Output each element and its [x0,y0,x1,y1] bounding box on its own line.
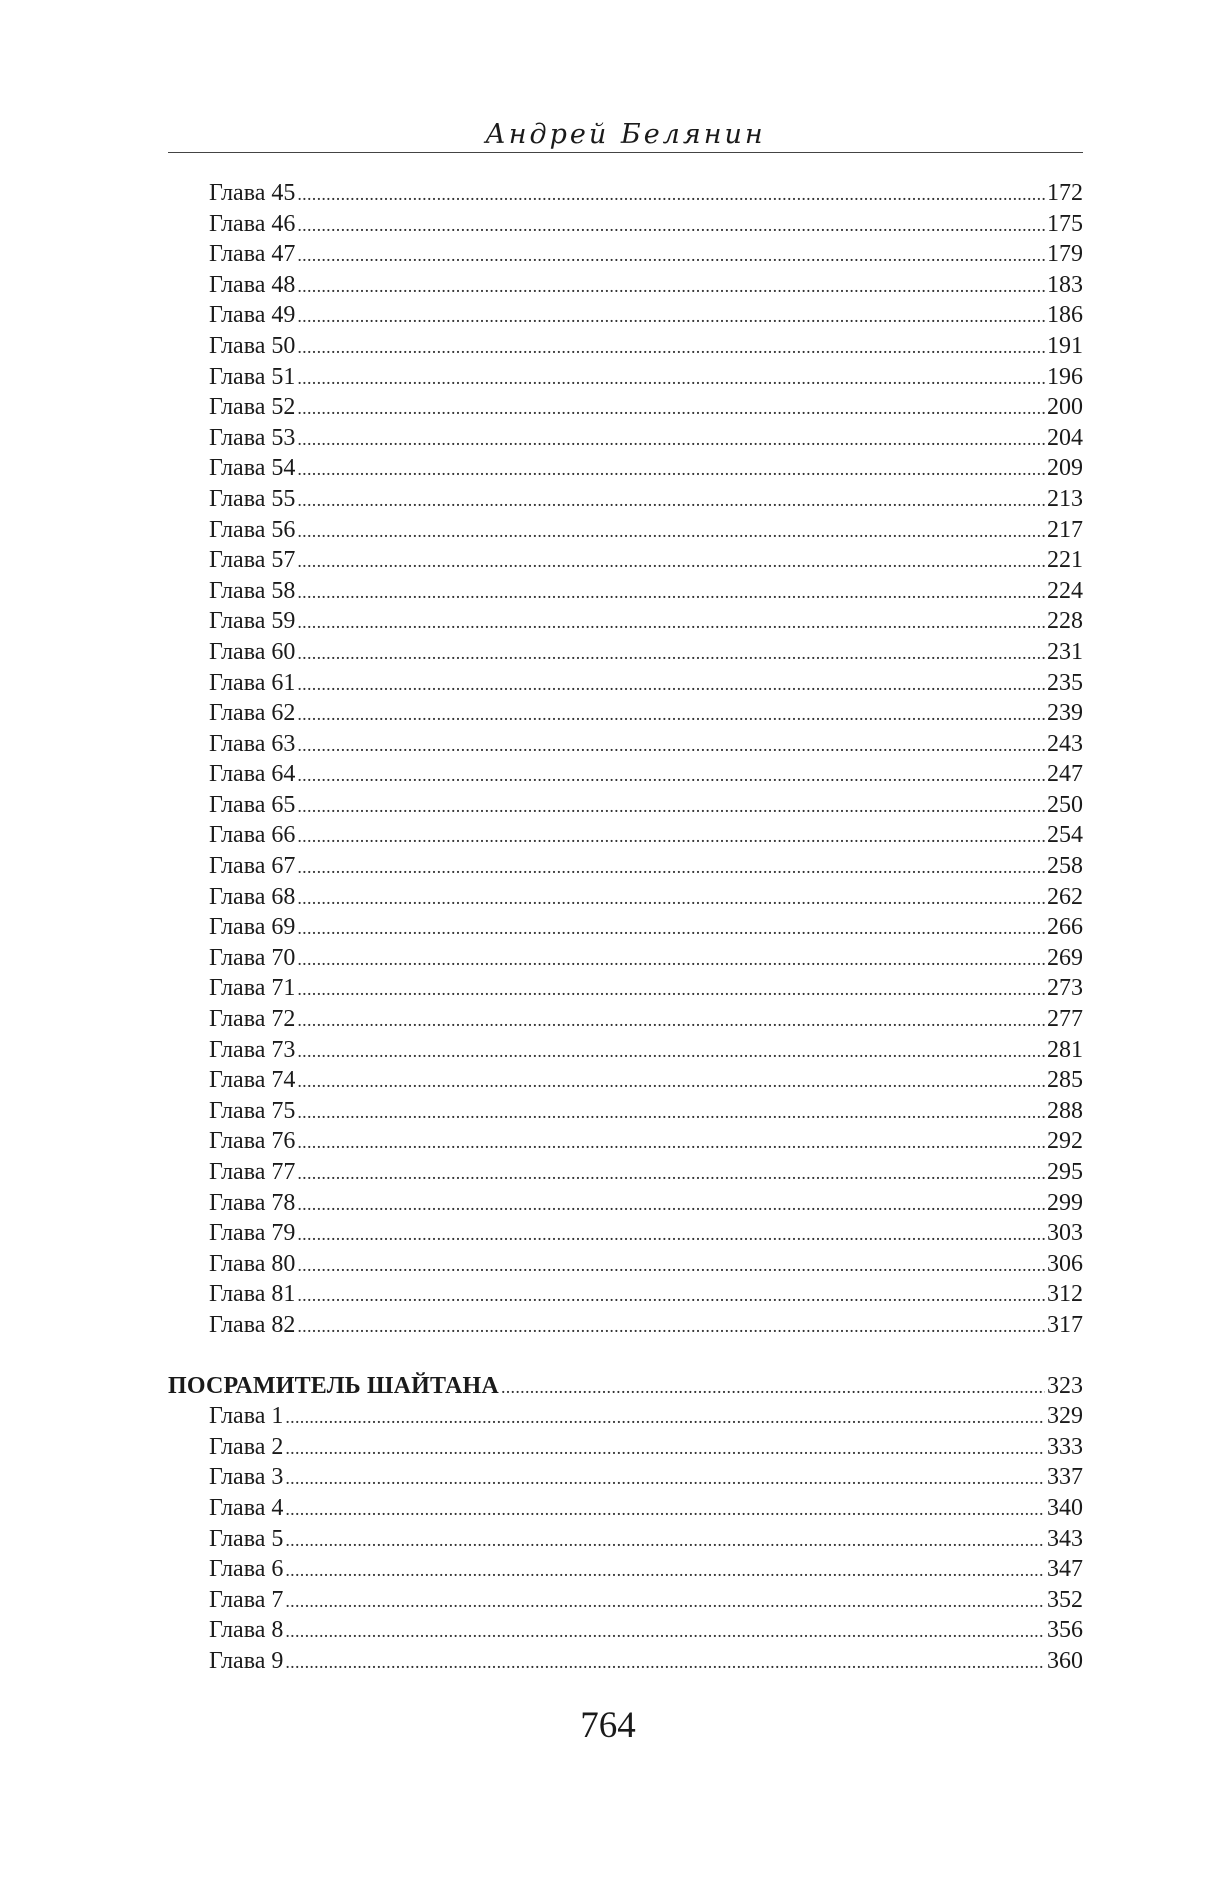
toc-chapter-label: Глава 58 [209,577,296,604]
dot-leader [501,1372,1045,1403]
toc-chapter-page: 295 [1047,1159,1083,1185]
toc-chapter-entry [168,1401,1083,1432]
toc-chapter-entry [168,1493,1083,1524]
dot-leader [297,1005,1045,1036]
toc-chapter-label: Глава 63 [209,730,296,757]
toc-chapter-label: Глава 47 [209,241,296,268]
dot-leader [285,1433,1045,1464]
dot-leader [285,1463,1045,1494]
dot-leader [297,1250,1045,1281]
toc-chapter-entry [168,270,1083,301]
toc-section-title: ПОСРАМИТЕЛЬ ШАЙТАНА [168,1372,499,1399]
toc-chapter-page: 299 [1047,1189,1083,1216]
toc-chapter-page: 306 [1047,1250,1083,1277]
toc-chapter-page: 317 [1047,1311,1083,1338]
toc-chapter-label: Глава 1 [209,1403,284,1430]
toc-chapter-entry [168,331,1083,362]
toc-chapter-page: 175 [1047,210,1083,237]
toc-chapter-label: Глава 57 [209,547,296,574]
dot-leader [285,1586,1045,1617]
toc-chapter-label: Глава 80 [209,1250,296,1277]
toc-chapter-page: 312 [1047,1281,1083,1308]
toc-chapter-page: 191 [1047,332,1083,359]
dot-leader [297,883,1045,914]
toc-chapter-page: 204 [1047,424,1083,451]
toc-section-entry [168,1371,1083,1402]
dot-leader [297,730,1045,761]
toc-chapter-entry [168,668,1083,699]
toc-chapter-label: Глава 75 [209,1097,296,1124]
dot-leader [297,1066,1045,1097]
toc-chapter-entry [168,300,1083,331]
toc-chapter-page: 247 [1047,761,1083,788]
dot-leader [297,454,1045,485]
toc-chapter-entry [168,1462,1083,1493]
toc-chapter-entry [168,1188,1083,1219]
page-number: 764 [580,1705,636,1746]
toc-chapter-label: Глава 45 [209,180,296,206]
toc-chapter-entry [168,453,1083,484]
toc-chapter-label: Глава 6 [209,1556,284,1583]
toc-chapter-entry [168,759,1083,790]
toc-chapter-entry [168,973,1083,1004]
toc-chapter-label: Глава 51 [209,363,296,390]
toc-chapter-entry [168,637,1083,668]
toc-chapter-entry [168,1554,1083,1585]
toc-chapter-entry [168,1585,1083,1616]
dot-leader [297,1219,1045,1250]
toc-chapter-label: Глава 68 [209,883,296,910]
dot-leader [297,271,1045,302]
dot-leader [297,424,1045,455]
toc-chapter-label: Глава 77 [209,1159,296,1185]
toc-chapter-label: Глава 70 [209,944,296,971]
toc-chapter-entry [168,1157,1083,1188]
toc-chapter-label: Глава 60 [209,638,296,665]
dot-leader [297,1097,1045,1128]
toc-chapter-page: 340 [1047,1494,1083,1521]
toc-chapter-page: 329 [1047,1403,1083,1430]
toc-chapter-entry [168,1065,1083,1096]
dot-leader [297,669,1045,700]
toc-chapter-page: 209 [1047,455,1083,482]
toc-chapter-entry [168,1249,1083,1280]
toc-chapter-entry [168,1279,1083,1310]
toc-chapter-page: 273 [1047,975,1083,1002]
dot-leader [297,913,1045,944]
dot-leader [297,1311,1045,1342]
toc-chapter-entry [168,1126,1083,1157]
toc-chapter-entry [168,790,1083,821]
toc-chapter-label: Глава 74 [209,1067,296,1094]
dot-leader [297,791,1045,822]
toc-chapter-page: 303 [1047,1220,1083,1247]
dot-leader [297,974,1045,1005]
toc-chapter-label: Глава 4 [209,1494,284,1521]
dot-leader [297,332,1045,363]
toc-chapter-page: 281 [1047,1036,1083,1063]
toc-chapter-entry [168,545,1083,576]
toc-chapter-page: 221 [1047,547,1083,574]
toc-chapter-page: 213 [1047,485,1083,512]
toc-chapter-label: Глава 62 [209,700,296,727]
dot-leader [285,1616,1045,1647]
toc-chapter-label: Глава 8 [209,1617,284,1644]
toc-chapter-page: 337 [1047,1464,1083,1491]
toc-part1 [168,178,1083,1341]
dot-leader [297,1036,1045,1067]
toc-chapter-entry [168,729,1083,760]
toc-chapter-page: 292 [1047,1128,1083,1155]
dot-leader [297,1189,1045,1220]
toc-chapter-page: 343 [1047,1525,1083,1552]
toc-chapter-page: 200 [1047,394,1083,421]
toc-chapter-label: Глава 55 [209,485,296,512]
toc-chapter-entry [168,1096,1083,1127]
dot-leader [285,1402,1045,1433]
toc-chapter-label: Глава 72 [209,1006,296,1033]
dot-leader [297,638,1045,669]
toc-chapter-entry [168,1615,1083,1646]
toc-chapter-entry [168,423,1083,454]
toc-part2 [168,1401,1083,1676]
toc-chapter-page: 352 [1047,1586,1083,1613]
toc-chapter-label: Глава 65 [209,791,296,818]
dot-leader [297,577,1045,608]
toc-chapter-page: 183 [1047,271,1083,298]
toc-chapter-page: 217 [1047,516,1083,543]
toc-chapter-entry [168,912,1083,943]
dot-leader [297,301,1045,332]
toc-chapter-entry [168,209,1083,240]
toc-chapter-page: 347 [1047,1556,1083,1583]
dot-leader [297,485,1045,516]
toc-chapter-entry [168,392,1083,423]
toc-chapter-label: Глава 56 [209,516,296,543]
toc-chapter-entry [168,1035,1083,1066]
dot-leader [297,179,1045,210]
toc-chapter-entry [168,1646,1083,1677]
toc-chapter-label: Глава 79 [209,1220,296,1247]
dot-leader [297,546,1045,577]
toc-chapter-entry [168,820,1083,851]
dot-leader [297,760,1045,791]
toc-chapter-label: Глава 52 [209,394,296,421]
toc-chapter-entry [168,576,1083,607]
dot-leader [297,363,1045,394]
running-head [168,118,1083,153]
toc-chapter-entry [168,1218,1083,1249]
toc-chapter-label: Глава 2 [209,1433,284,1460]
toc-chapter-label: Глава 76 [209,1128,296,1155]
dot-leader [297,516,1045,547]
toc-chapter-label: Глава 53 [209,424,296,451]
toc-chapter-page: 224 [1047,577,1083,604]
dot-leader [297,944,1045,975]
toc-chapter-page: 288 [1047,1097,1083,1124]
toc-chapter-label: Глава 59 [209,608,296,635]
toc-chapter-label: Глава 7 [209,1586,284,1613]
toc-chapter-entry [168,1432,1083,1463]
toc-chapter-page: 266 [1047,914,1083,941]
toc-chapter-label: Глава 73 [209,1036,296,1063]
toc-chapter-label: Глава 67 [209,853,296,880]
dot-leader [297,607,1045,638]
dot-leader [297,1158,1045,1189]
toc-chapter-page: 258 [1047,853,1083,880]
dot-leader [297,821,1045,852]
dot-leader [297,210,1045,241]
dot-leader [297,1280,1045,1311]
toc-chapter-entry [168,1524,1083,1555]
toc-chapter-page: 333 [1047,1433,1083,1460]
toc-chapter-page: 360 [1047,1647,1083,1674]
toc-chapter-label: Глава 78 [209,1189,296,1216]
toc-chapter-page: 235 [1047,669,1083,696]
toc-chapter-entry [168,698,1083,729]
toc-chapter-label: Глава 54 [209,455,296,482]
toc-chapter-label: Глава 50 [209,332,296,359]
toc-chapter-page: 172 [1047,180,1083,206]
running-head-title: Андрей Белянин [485,119,766,150]
toc-chapter-entry [168,239,1083,270]
toc-chapter-page: 356 [1047,1617,1083,1644]
toc-chapter-page: 239 [1047,700,1083,727]
toc-chapter-label: Глава 71 [209,975,296,1002]
toc-chapter-page: 254 [1047,822,1083,849]
toc-chapter-page: 243 [1047,730,1083,757]
toc-chapter-entry [168,1310,1083,1341]
toc-chapter-page: 262 [1047,883,1083,910]
toc-chapter-label: Глава 64 [209,761,296,788]
toc-chapter-label: Глава 46 [209,210,296,237]
toc-chapter-page: 196 [1047,363,1083,390]
toc-chapter-label: Глава 66 [209,822,296,849]
toc-chapter-page: 231 [1047,638,1083,665]
toc-chapter-entry [168,178,1083,209]
toc-section-page: 323 [1047,1372,1083,1399]
dot-leader [297,852,1045,883]
toc-chapter-entry [168,943,1083,974]
toc-chapter-entry [168,515,1083,546]
toc-chapter-label: Глава 82 [209,1311,296,1338]
toc-chapter-entry [168,1004,1083,1035]
toc-chapter-entry [168,606,1083,637]
table-of-contents [168,178,1083,1677]
toc-chapter-entry [168,851,1083,882]
toc-chapter-label: Глава 61 [209,669,296,696]
toc-chapter-label: Глава 3 [209,1464,284,1491]
toc-chapter-entry [168,882,1083,913]
toc-chapter-page: 250 [1047,791,1083,818]
toc-chapter-entry [168,484,1083,515]
toc-chapter-page: 179 [1047,241,1083,268]
toc-chapter-page: 285 [1047,1067,1083,1094]
dot-leader [285,1525,1045,1556]
toc-chapter-page: 277 [1047,1006,1083,1033]
dot-leader [285,1647,1045,1678]
toc-chapter-entry [168,362,1083,393]
dot-leader [285,1494,1045,1525]
dot-leader [297,699,1045,730]
toc-chapter-page: 269 [1047,944,1083,971]
toc-chapter-label: Глава 81 [209,1281,296,1308]
toc-chapter-label: Глава 49 [209,302,296,329]
toc-chapter-label: Глава 48 [209,271,296,298]
dot-leader [285,1555,1045,1586]
toc-chapter-label: Глава 69 [209,914,296,941]
toc-chapter-page: 228 [1047,608,1083,635]
dot-leader [297,1127,1045,1158]
toc-chapter-label: Глава 5 [209,1525,284,1552]
dot-leader [297,393,1045,424]
dot-leader [297,240,1045,271]
toc-chapter-label: Глава 9 [209,1647,284,1674]
toc-chapter-page: 186 [1047,302,1083,329]
